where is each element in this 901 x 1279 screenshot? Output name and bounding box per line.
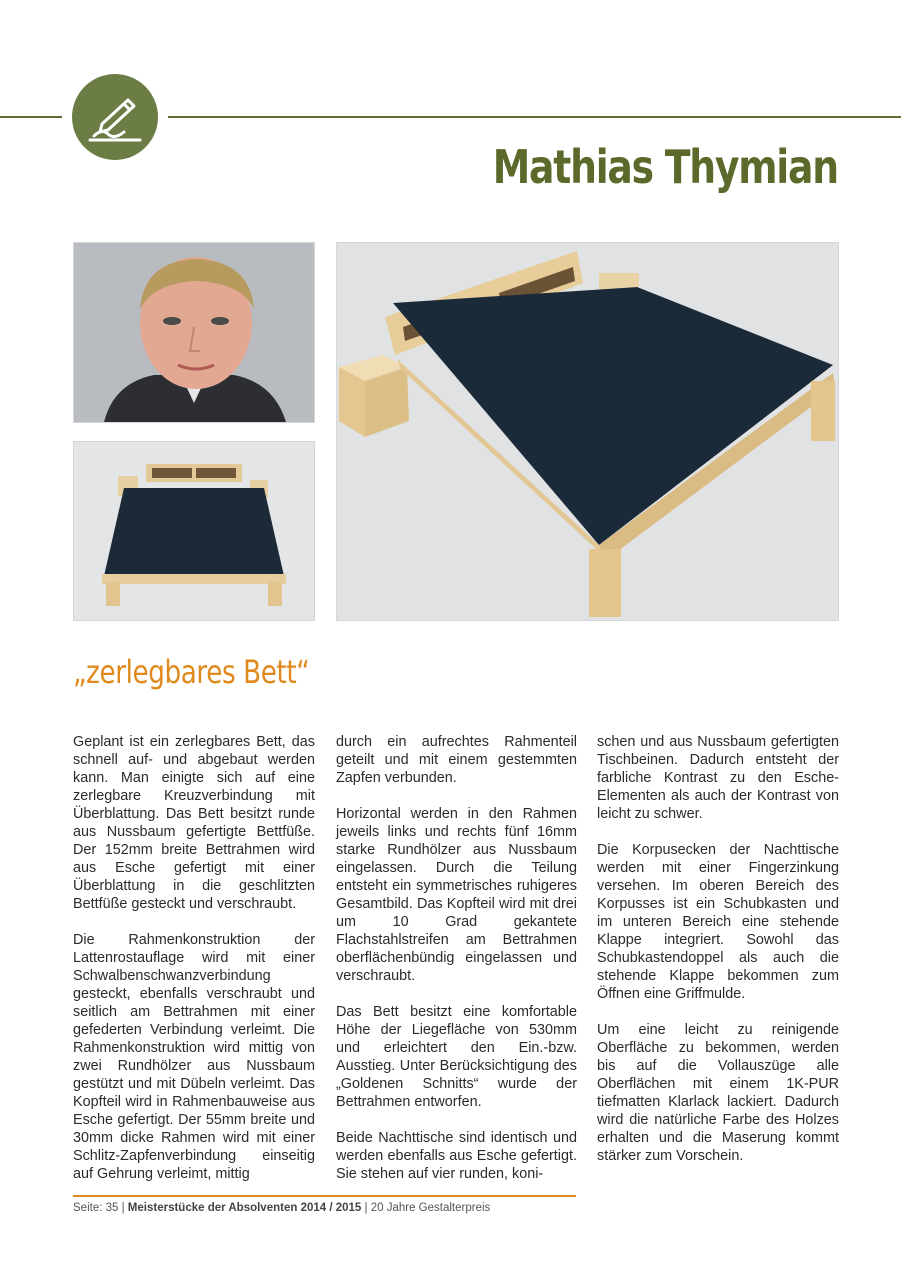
paragraph: schen und aus Nussbaum gefertigten Tischbeinen. Dadurch entsteht der farbliche Kontrast zu den Esche-Elementen als auch der Kontrast von leicht zu schwer. bbox=[597, 734, 839, 822]
bed-front-view-photo bbox=[73, 441, 315, 621]
author-name: Mathias Thymian bbox=[492, 140, 838, 194]
portrait-photo bbox=[73, 242, 315, 423]
award-name: 20 Jahre Gestalterpreis bbox=[370, 1202, 491, 1214]
header-rule-left bbox=[0, 116, 62, 118]
paragraph: durch ein aufrechtes Rahmenteil geteilt und mit einem gestemmten Zapfen verbunden. bbox=[336, 734, 577, 786]
page-footer: Seite: 35 | Meisterstücke der Absolventen 2014 / 2015 | 20 Jahre Gestalterpreis bbox=[73, 1202, 491, 1214]
footer-rule bbox=[73, 1195, 576, 1197]
paragraph: Horizontal werden in den Rahmen jeweils links und rechts fünf 16mm starke Rundhölzer aus Nussbaum eingelassen. Durch die Teilung entsteht ein symmetrisches ruhigeres Gesamtbild. Das Kopfteil wird mit drei um 10 Grad gekantete Flachstahlstreifen am Bettrahmen oberflächenbündig eingelassen und verschraubt. bbox=[336, 806, 577, 984]
text-column-3 bbox=[597, 733, 839, 1183]
paragraph: Die Rahmenkonstruktion der Lattenrostauflage wird mit einer Schwalbenschwanzverbindung gesteckt, ebenfalls verschraubt und seitlich am Bettrahmen mit einer gefederten Verbindung verleimt. Die Rahmenkonstruktion wird mittig von zwei Rundhölzer aus Nussbaum gestützt und mit Dübeln verleimt. Das Kopfteil wird in Rahmenbauweise aus Esche gefertigt. Der 55mm breite und 30mm dicke Rahmen wird mit einer Schlitz-Zapfenverbindung einseitig auf Gehrung verleimt, mittig bbox=[73, 932, 315, 1182]
page-number: Seite: 35 bbox=[73, 1202, 119, 1214]
pen-writing-icon bbox=[72, 74, 158, 160]
paragraph: Beide Nachttische sind identisch und werden ebenfalls aus Esche gefertigt. Sie stehen auf vier runden, koni- bbox=[336, 1130, 577, 1182]
paragraph: Das Bett besitzt eine komfortable Höhe der Liegefläche von 530mm und erleichtert den Ein.-bzw. Ausstieg. Unter Berücksichtigung des „Goldenen Schnitts“ wurde der Bettrahmen entworfen. bbox=[336, 1004, 577, 1110]
paragraph: Um eine leicht zu reinigende Oberfläche zu bekommen, werden bis auf die Vollauszüge alle Oberflächen mit einem 1K-PUR tiefmatten Klarlack lackiert. Dadurch wird die natürliche Farbe des Holzes erhalten und die Maserung kommt stärker zum Vorschein. bbox=[597, 1022, 839, 1164]
article-title: „zerlegbares Bett“ bbox=[73, 653, 310, 691]
text-column-1 bbox=[73, 733, 315, 1201]
paragraph: Die Korpusecken der Nachttische werden mit einer Fingerzinkung versehen. Im oberen Bereich des Korpusses ist ein Schubkasten und im unteren Bereich eine stehende Klappe integriert. Sowohl das Schubkastendoppel als auch die stehende Klappe bekommen zum Öffnen eine Griffmulde. bbox=[597, 842, 839, 1002]
text-column-2 bbox=[336, 733, 577, 1201]
section-badge bbox=[72, 74, 158, 160]
header-rule-right bbox=[168, 116, 901, 118]
bed-perspective-photo bbox=[336, 242, 839, 621]
paragraph: Geplant ist ein zerlegbares Bett, das schnell auf- und abgebaut werden kann. Man einigte sich auf eine zerlegbare Kreuzverbindung mit Überblattung. Das Bett besitzt runde aus Nussbaum gefertigte Bettfüße. Der 152mm breite Bettrahmen wird aus Esche gefertigt mit einer Überblattung in die geschlitzten Bettfüße gesteckt und verschraubt. bbox=[73, 734, 315, 912]
publication-title: Meisterstücke der Absolventen 2014 / 2015 bbox=[127, 1202, 362, 1214]
